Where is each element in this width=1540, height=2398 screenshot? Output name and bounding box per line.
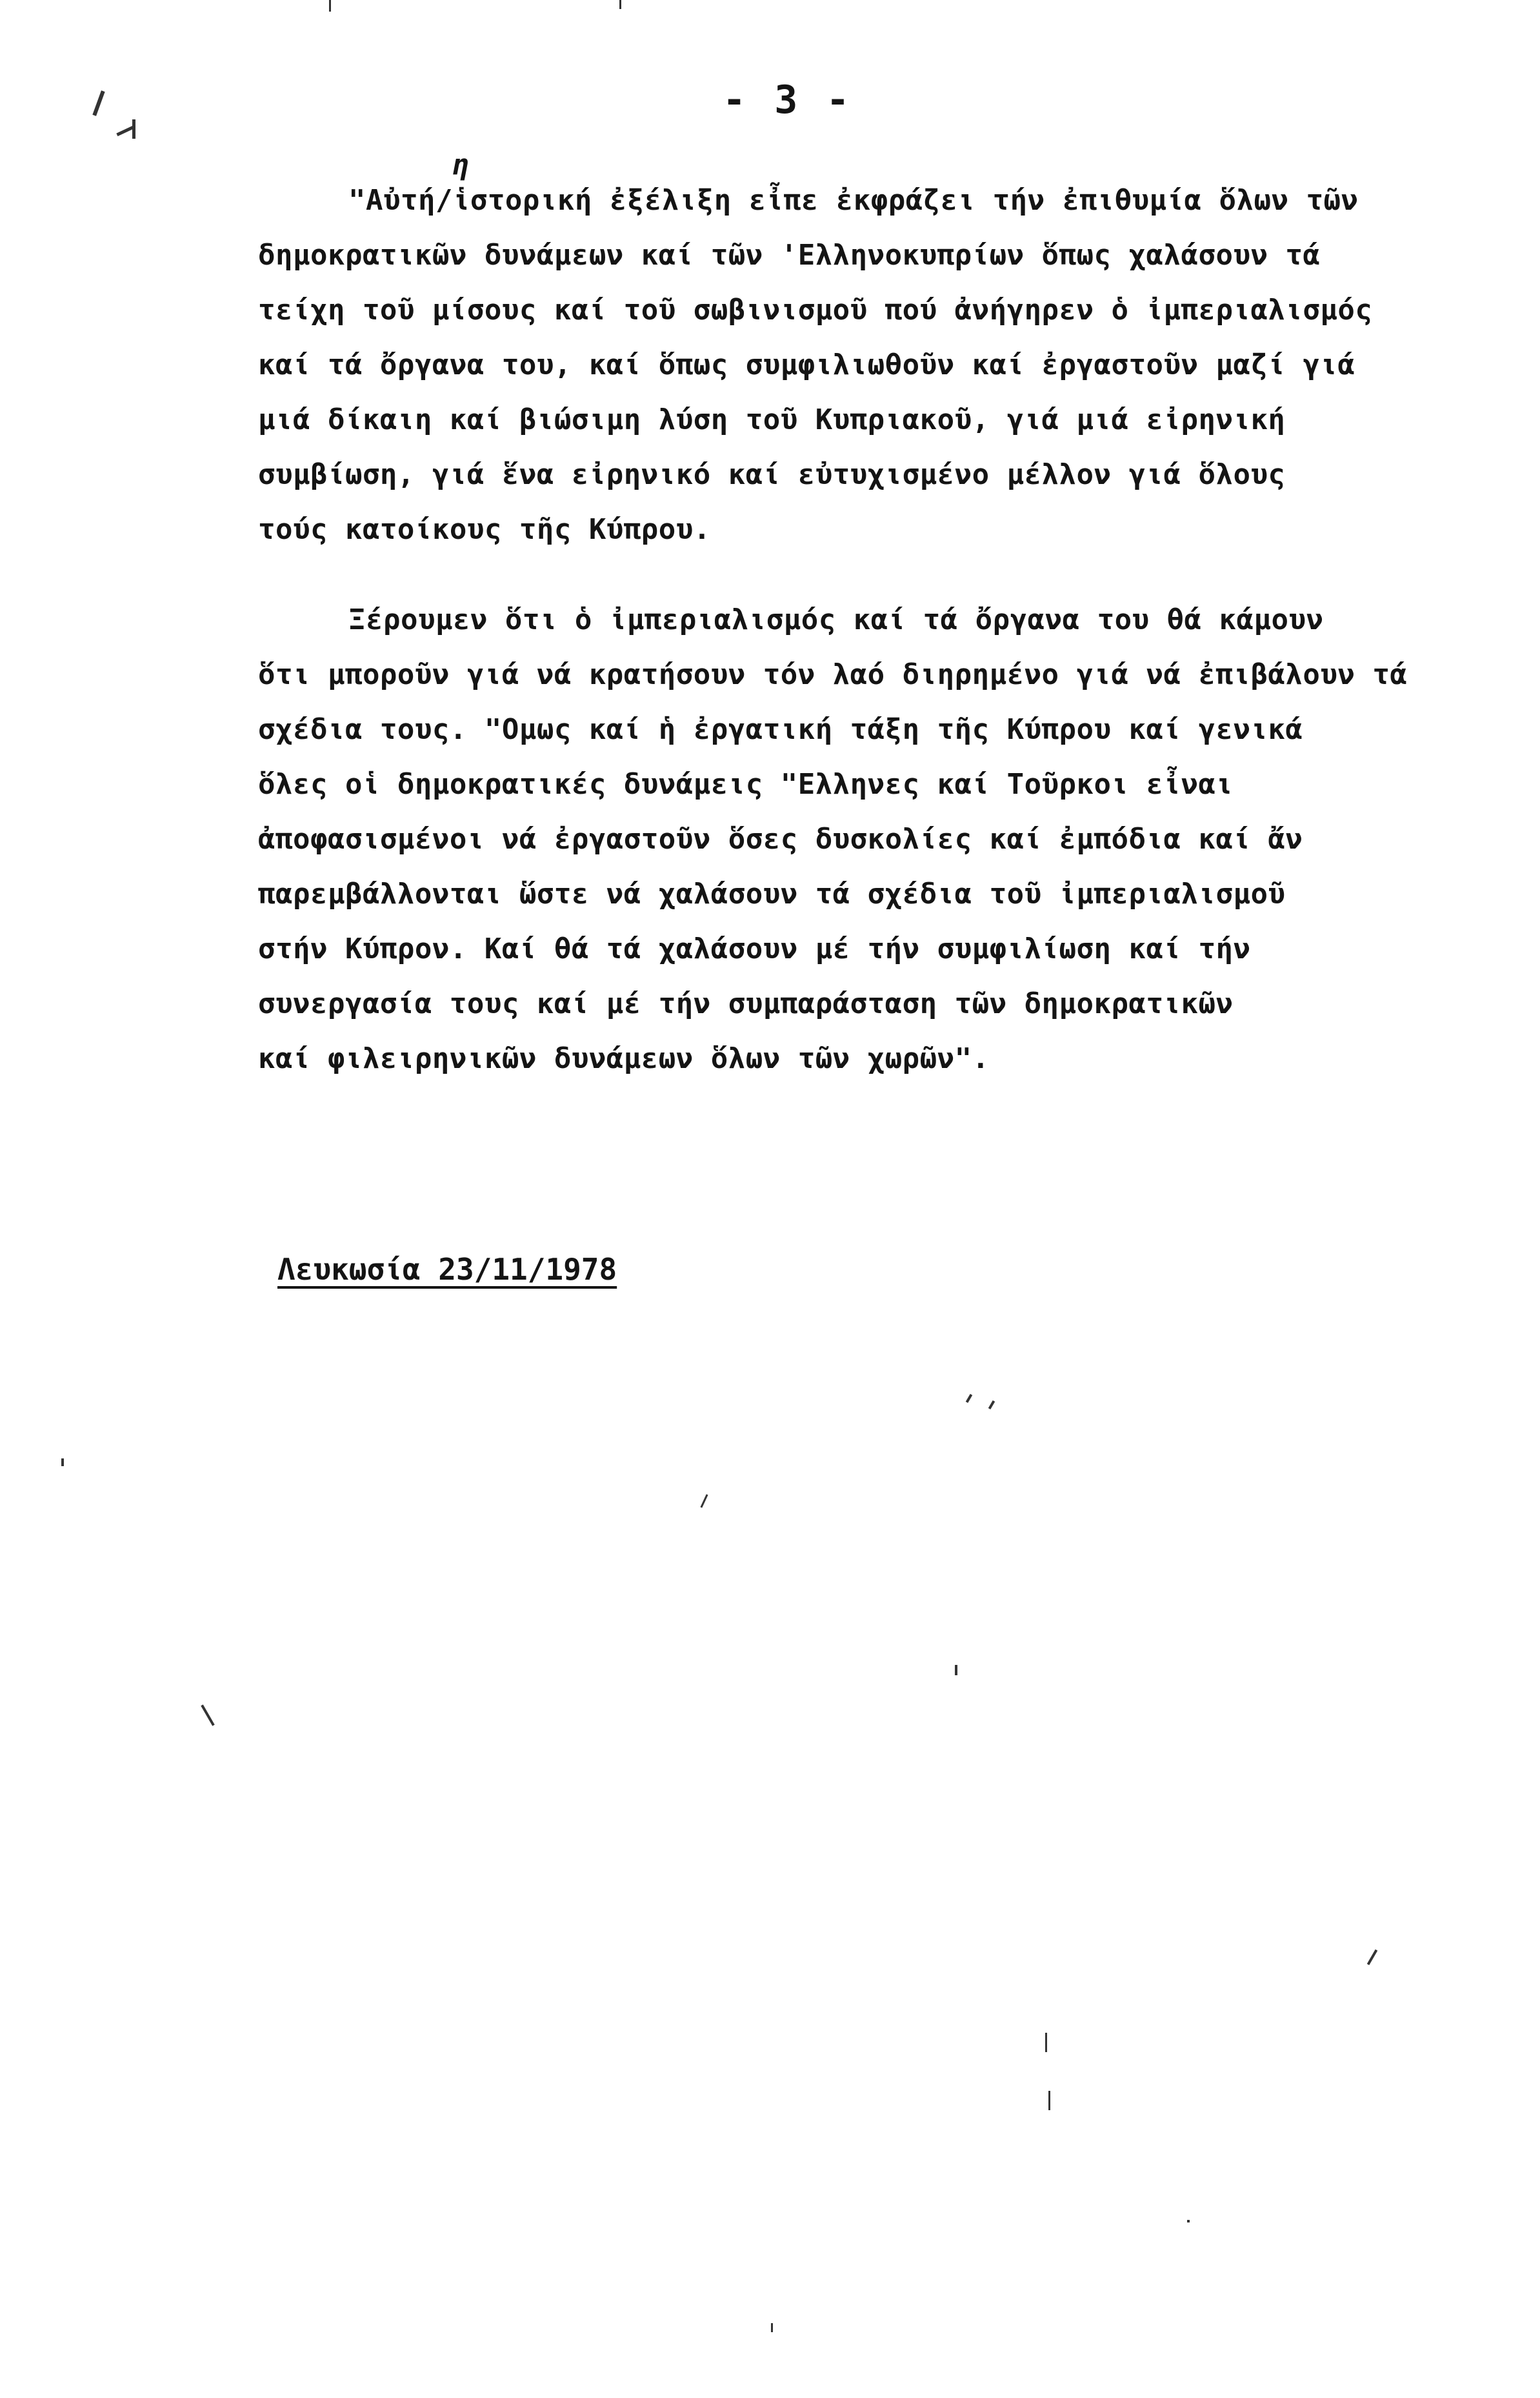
scan-speck [700,1494,708,1507]
scan-speck [955,1665,957,1675]
paragraph-2-line-1: Ξέρουμεν ὅτι ὁ ἰμπεριαλισμός καί τά ὄργανα του θά κάμουν [348,603,1324,636]
paragraph-2-line-8: συνεργασία τους καί μέ τήν συμπαράσταση τῶν δημοκρατικῶν [258,987,1234,1020]
paragraph-1-line-6: συμβίωση, γιά ἕνα εἰρηνικό καί εὐτυχισμένο μέλλον γιά ὅλους [258,458,1286,491]
paragraph-2-line-5: ἀποφασισμένοι νά ἐργαστοῦν ὅσες δυσκολίες καί ἐμπόδια καί ἄν [258,823,1303,856]
scan-speck [61,1458,64,1466]
scan-speck [1187,2220,1190,2222]
page-number: - 3 - [723,77,852,123]
scan-speck [966,1394,972,1403]
scan-speck [329,0,331,12]
paragraph-1-line-1: "Αὐτή/ἱστορική ἐξέλιξη εἶπε ἐκφράζει τήν ἐπιθυμία ὅλων τῶν [348,184,1359,217]
paragraph-2-line-4: ὅλες οἱ δημοκρατικές δυνάμεις "Ελληνες καί Τοῦρκοι εἶναι [258,768,1234,801]
paragraph-1-line-7: τούς κατοίκους τῆς Κύπρου. [258,513,711,546]
paragraph-2-line-7: στήν Κύπρον. Καί θά τά χαλάσουν μέ τήν συμφιλίωση καί τήν [258,932,1251,965]
paragraph-1-line-5: μιά δίκαιη καί βιώσιμη λύση τοῦ Κυπριακοῦ, γιά μιά εἰρηνική [258,403,1286,436]
scan-speck [132,119,135,139]
paragraph-1-line-3: τείχη τοῦ μίσους καί τοῦ σωβινισμοῦ πού ἀνήγηρεν ὁ ἰμπεριαλισμός [258,294,1373,327]
place-date: Λευκωσία 23/11/1978 [277,1252,617,1287]
scan-speck [1367,1950,1377,1966]
scan-speck [92,90,105,116]
scan-speck [1048,2091,1050,2110]
scan-speck [988,1400,995,1409]
scan-speck [771,2323,773,2332]
scan-speck [1045,2033,1047,2052]
paragraph-2-line-9: καί φιλειρηνικῶν δυνάμεων ὅλων τῶν χωρῶν". [258,1042,990,1075]
handwritten-insert-mark: η [452,148,469,181]
paragraph-1-line-2: δημοκρατικῶν δυνάμεων καί τῶν 'Ελληνοκυπρίων ὅπως χαλάσουν τά [258,239,1321,272]
paragraph-2-line-6: παρεμβάλλονται ὥστε νά χαλάσουν τά σχέδια τοῦ ἰμπεριαλισμοῦ [258,878,1286,911]
scan-speck [619,0,621,9]
scan-speck [201,1704,214,1726]
paragraph-2-line-3: σχέδια τους. "Ομως καί ἡ ἐργατική τάξη τῆς Κύπρου καί γενικά [258,713,1303,746]
paragraph-1-line-4: καί τά ὄργανα του, καί ὅπως συμφιλιωθοῦν καί ἐργαστοῦν μαζί γιά [258,348,1355,381]
paragraph-2-line-2: ὅτι μποροῦν γιά νά κρατήσουν τόν λαό διηρημένο γιά νά ἐπιβάλουν τά [258,658,1408,691]
